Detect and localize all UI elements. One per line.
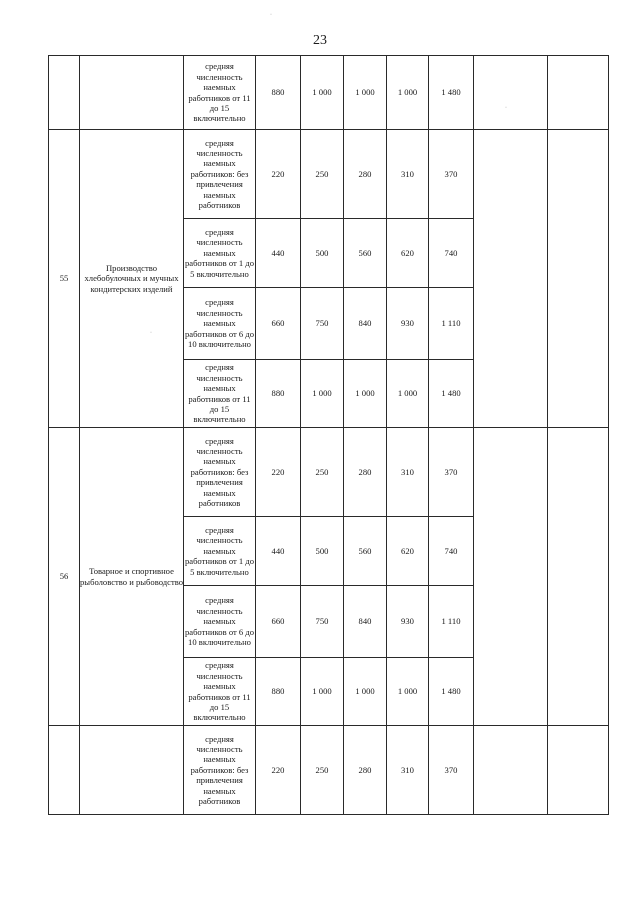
- scan-speck: ·: [270, 12, 272, 18]
- activity-name-cell: Товарное и спортивное рыболовство и рыбоводство: [80, 428, 184, 726]
- value-cell: 660: [256, 288, 301, 360]
- value-cell: 440: [256, 517, 301, 586]
- value-cell: 560: [344, 517, 387, 586]
- employee-category-cell: средняя численность наемных работников: без привлечения наемных работников: [184, 726, 256, 815]
- value-cell: 1 480: [429, 56, 474, 130]
- value-cell: 500: [301, 517, 344, 586]
- value-cell: 500: [301, 219, 344, 288]
- value-cell: 220: [256, 726, 301, 815]
- value-cell: 1 000: [387, 658, 429, 726]
- value-cell: 280: [344, 428, 387, 517]
- value-cell: 1 000: [387, 56, 429, 130]
- value-cell: 250: [301, 726, 344, 815]
- value-cell: 1 000: [301, 56, 344, 130]
- value-cell: 250: [301, 428, 344, 517]
- value-cell: 880: [256, 658, 301, 726]
- value-cell: 220: [256, 428, 301, 517]
- value-cell: 930: [387, 288, 429, 360]
- value-cell: 1 000: [344, 56, 387, 130]
- value-cell: 840: [344, 288, 387, 360]
- value-cell: 620: [387, 517, 429, 586]
- employee-category-cell: средняя численность наемных работников от 11 до 15 включительно: [184, 360, 256, 428]
- empty-cell: [548, 428, 609, 726]
- value-cell: 560: [344, 219, 387, 288]
- value-cell: 280: [344, 726, 387, 815]
- row-number-cell: 55: [49, 130, 80, 428]
- value-cell: 310: [387, 428, 429, 517]
- empty-cell: [474, 130, 548, 428]
- value-cell: 310: [387, 130, 429, 219]
- table-row: [49, 428, 609, 517]
- empty-cell: [548, 56, 609, 130]
- value-cell: 1 110: [429, 586, 474, 658]
- value-cell: 620: [387, 219, 429, 288]
- value-cell: 750: [301, 288, 344, 360]
- table-row: [49, 130, 609, 219]
- value-cell: 370: [429, 726, 474, 815]
- value-cell: 280: [344, 130, 387, 219]
- employee-category-cell: средняя численность наемных работников: без привлечения наемных работников: [184, 428, 256, 517]
- value-cell: 220: [256, 130, 301, 219]
- value-cell: 880: [256, 56, 301, 130]
- value-cell: 660: [256, 586, 301, 658]
- row-number-cell: [49, 726, 80, 815]
- activity-name-cell: [80, 726, 184, 815]
- employee-category-cell: средняя численность наемных работников от 1 до 5 включительно: [184, 517, 256, 586]
- value-cell: 840: [344, 586, 387, 658]
- value-cell: 740: [429, 517, 474, 586]
- table-body: [49, 56, 609, 815]
- activity-name-cell: [80, 56, 184, 130]
- value-cell: 740: [429, 219, 474, 288]
- employee-category-cell: средняя численность наемных работников от 1 до 5 включительно: [184, 219, 256, 288]
- employee-category-cell: средняя численность наемных работников: без привлечения наемных работников: [184, 130, 256, 219]
- employee-category-cell: средняя численность наемных работников от 6 до 10 включительно: [184, 586, 256, 658]
- value-cell: 750: [301, 586, 344, 658]
- empty-cell: [474, 428, 548, 726]
- row-number-cell: 56: [49, 428, 80, 726]
- empty-cell: [474, 726, 548, 815]
- value-cell: 310: [387, 726, 429, 815]
- scan-speck: ·: [505, 105, 507, 111]
- employee-category-cell: средняя численность наемных работников от 11 до 15 включительно: [184, 56, 256, 130]
- value-cell: 1 000: [301, 658, 344, 726]
- employee-category-cell: средняя численность наемных работников от 6 до 10 включительно: [184, 288, 256, 360]
- empty-cell: [474, 56, 548, 130]
- table-row: [49, 56, 609, 130]
- value-cell: 250: [301, 130, 344, 219]
- tariff-table: [48, 55, 609, 815]
- employee-category-cell: средняя численность наемных работников от 11 до 15 включительно: [184, 658, 256, 726]
- empty-cell: [548, 726, 609, 815]
- page-number: 23: [313, 33, 327, 48]
- scan-speck: ·: [150, 330, 152, 336]
- row-number-cell: [49, 56, 80, 130]
- activity-name-cell: Производство хлебобулочных и мучных кондитерских изделий: [80, 130, 184, 428]
- value-cell: 1 110: [429, 288, 474, 360]
- value-cell: 1 480: [429, 360, 474, 428]
- value-cell: 440: [256, 219, 301, 288]
- table-row: [49, 726, 609, 815]
- value-cell: 1 480: [429, 658, 474, 726]
- value-cell: 1 000: [344, 658, 387, 726]
- value-cell: 1 000: [301, 360, 344, 428]
- value-cell: 930: [387, 586, 429, 658]
- value-cell: 880: [256, 360, 301, 428]
- value-cell: 370: [429, 130, 474, 219]
- value-cell: 370: [429, 428, 474, 517]
- value-cell: 1 000: [344, 360, 387, 428]
- empty-cell: [548, 130, 609, 428]
- value-cell: 1 000: [387, 360, 429, 428]
